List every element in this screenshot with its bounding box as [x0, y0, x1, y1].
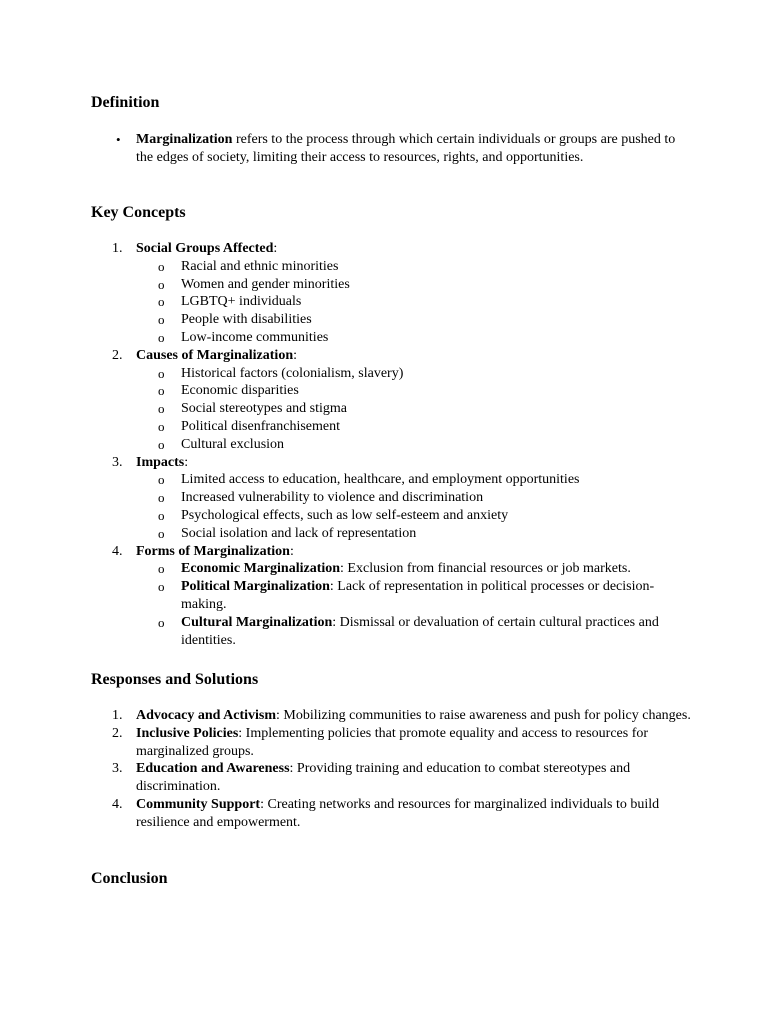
sub-item-text: Social stereotypes and stigma — [181, 401, 348, 417]
list-item — [0, 454, 691, 472]
circle-bullet-icon: o — [158, 383, 165, 399]
item-suffix: : — [184, 454, 189, 470]
term: Marginalization — [136, 132, 233, 147]
item-text: : Implementing policies that promote equality and access to resources for marginalized groups. — [136, 725, 649, 759]
list-item — [0, 347, 691, 365]
term: Social Groups Affected — [136, 241, 274, 256]
sub-item — [0, 471, 691, 489]
item-number: 2. — [112, 725, 123, 741]
sub-item-text: Women and gender minorities — [181, 276, 350, 292]
sub-item-text: Psychological effects, such as low self-esteem and anxiety — [181, 507, 509, 523]
sub-item-text: People with disabilities — [181, 312, 312, 328]
bullet-icon: • — [116, 132, 121, 147]
sub-item — [0, 525, 691, 543]
sub-item-text: : Exclusion from financial resources or job markets. — [340, 561, 631, 577]
sub-item — [0, 418, 691, 436]
term: Causes of Marginalization — [136, 347, 294, 363]
sub-item — [0, 436, 691, 454]
sub-item-text: Historical factors (colonialism, slavery) — [181, 365, 404, 381]
heading-definition: Definition — [91, 94, 160, 111]
term: Advocacy and Activism — [136, 708, 276, 723]
list-item — [0, 725, 691, 761]
sub-item-text: LGBTQ+ individuals — [181, 294, 302, 310]
circle-bullet-icon: o — [158, 614, 165, 630]
sub-item — [0, 489, 691, 507]
sub-item-text: Political disenfranchisement — [181, 418, 341, 434]
sub-item — [0, 293, 691, 311]
item-number: 4. — [112, 543, 123, 559]
item-suffix: : — [289, 543, 294, 559]
definition-list — [0, 131, 768, 167]
circle-bullet-icon: o — [158, 294, 165, 310]
item-number: 3. — [112, 761, 123, 777]
sub-item-text: Low-income communities — [181, 329, 329, 345]
sub-item — [0, 329, 691, 347]
term: Inclusive Policies — [136, 725, 239, 741]
circle-bullet-icon: o — [158, 490, 165, 506]
sub-item-text: Cultural exclusion — [181, 436, 285, 452]
item-text: refers to the process through which certain individuals or groups are pushed to the edges of society, limiting their access to resources, rights, and opportunities. — [136, 132, 676, 165]
circle-bullet-icon: o — [158, 276, 165, 292]
sub-item-text: : Dismissal or devaluation of certain cultural practices and identities. — [181, 614, 659, 648]
item-suffix: : — [293, 347, 297, 363]
sub-item-text: : Lack of representation in political processes or decision-making. — [181, 579, 655, 612]
item-number: 3. — [112, 454, 123, 470]
item-text: : Creating networks and resources for marginalized individuals to build resilience and empowerment. — [136, 796, 660, 830]
sub-item — [0, 258, 691, 276]
sub-term: Political Marginalization — [181, 579, 330, 595]
item-number: 1. — [112, 241, 123, 256]
heading-responses: Responses and Solutions — [91, 671, 259, 688]
item-number: 1. — [112, 708, 123, 723]
list-item — [0, 707, 691, 725]
item-number: 2. — [112, 347, 123, 363]
sub-item — [0, 400, 691, 418]
sub-item — [0, 578, 691, 614]
sub-item — [0, 507, 691, 525]
sub-item — [0, 311, 691, 329]
sub-item — [0, 560, 691, 578]
sub-item-text: Increased vulnerability to violence and discrimination — [181, 490, 484, 506]
list-item — [0, 240, 691, 258]
circle-bullet-icon: o — [158, 418, 165, 434]
item-text: : Providing training and education to combat stereotypes and discrimination. — [136, 761, 631, 795]
circle-bullet-icon: o — [158, 436, 165, 452]
sub-item-text: Racial and ethnic minorities — [181, 258, 339, 274]
list-item — [0, 543, 691, 561]
sub-item-text: Economic disparities — [181, 383, 299, 399]
sub-item-text: Limited access to education, healthcare, and employment opportunities — [181, 472, 580, 488]
circle-bullet-icon: o — [158, 525, 165, 541]
term: Community Support — [136, 796, 261, 812]
term: Education and Awareness — [136, 761, 290, 777]
responses-list — [0, 707, 768, 832]
circle-bullet-icon: o — [158, 561, 165, 577]
sub-item-text: Social isolation and lack of representation — [181, 525, 417, 541]
sub-item — [0, 382, 691, 400]
sub-item — [0, 276, 691, 294]
circle-bullet-icon: o — [158, 365, 165, 381]
sub-item — [0, 365, 691, 383]
circle-bullet-icon: o — [158, 312, 165, 328]
term: Forms of Marginalization — [136, 543, 290, 559]
circle-bullet-icon: o — [158, 258, 165, 274]
circle-bullet-icon: o — [158, 579, 165, 595]
circle-bullet-icon: o — [158, 329, 165, 345]
item-text: : Mobilizing communities to raise awareness and push for policy changes. — [276, 708, 691, 723]
list-item — [0, 131, 691, 167]
circle-bullet-icon: o — [158, 401, 165, 417]
term: Impacts — [136, 454, 185, 470]
sub-term: Economic Marginalization — [181, 561, 341, 577]
list-item — [0, 760, 691, 796]
key-concepts-list — [0, 240, 768, 649]
heading-key-concepts: Key Concepts — [91, 204, 186, 221]
sub-item — [0, 614, 691, 650]
sub-term: Cultural Marginalization — [181, 614, 333, 630]
heading-conclusion: Conclusion — [91, 870, 168, 887]
item-suffix: : — [273, 241, 278, 256]
item-number: 4. — [112, 796, 123, 812]
list-item — [0, 796, 691, 832]
circle-bullet-icon: o — [158, 472, 165, 488]
circle-bullet-icon: o — [158, 507, 165, 523]
